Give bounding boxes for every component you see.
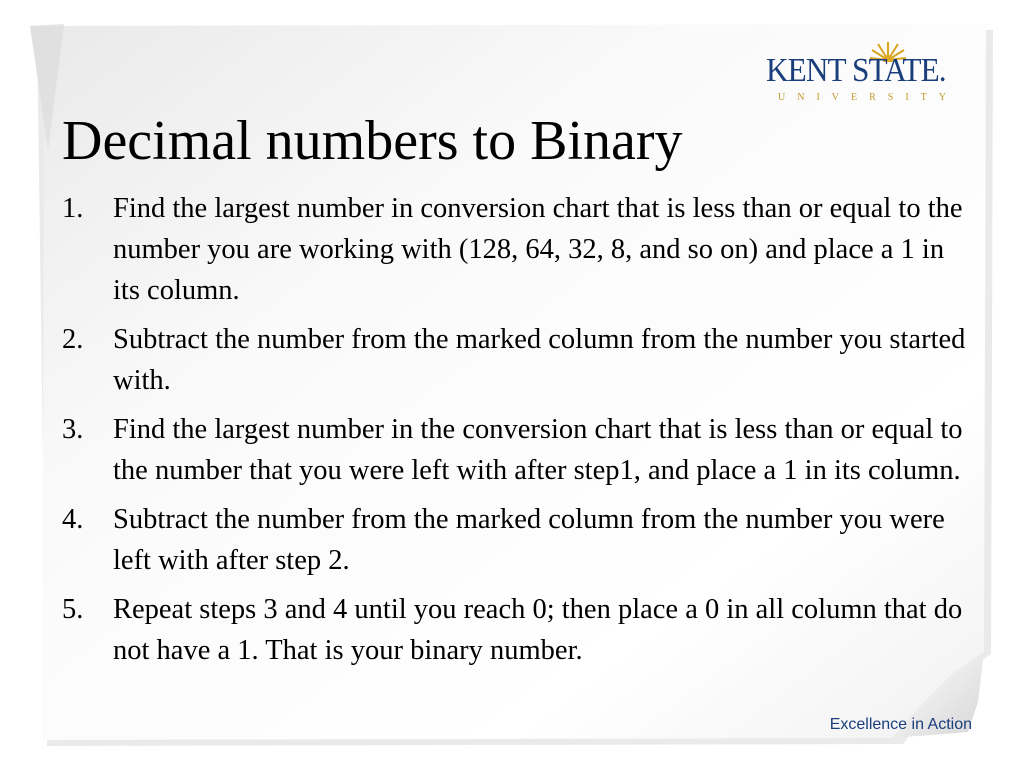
logo-wordmark: KENT STATE. <box>766 52 946 89</box>
steps-list <box>62 188 967 679</box>
step-number: 5. <box>62 594 84 625</box>
step-text: Find the largest number in conversion chart that is less than or equal to the number you are working with (128, 64, 32, 8, and so on) and place a 1 in its column. <box>113 193 963 306</box>
step-text: Repeat steps 3 and 4 until you reach 0; then place a 0 in all column that do not have a 1. That is your binary number. <box>113 594 963 666</box>
step-text: Find the largest number in the conversion chart that is less than or equal to the number that you were left with after step1, and place a 1 in its column. <box>113 414 963 486</box>
list-item <box>62 409 967 491</box>
step-text: Subtract the number from the marked column from the number you started with. <box>113 324 966 396</box>
list-item <box>62 499 967 581</box>
step-number: 4. <box>62 504 84 535</box>
slide-title: Decimal numbers to Binary <box>62 110 683 172</box>
kent-state-logo <box>758 40 970 112</box>
list-item <box>62 188 967 311</box>
step-number: 3. <box>62 414 84 445</box>
step-number: 2. <box>62 324 84 355</box>
logo-subtitle: UNIVERSITY <box>778 92 958 103</box>
list-item <box>62 319 967 401</box>
list-item <box>62 589 967 671</box>
step-number: 1. <box>62 193 84 224</box>
footer-tagline: Excellence in Action <box>829 716 972 733</box>
step-text: Subtract the number from the marked column from the number you were left with after step 2. <box>113 504 945 576</box>
